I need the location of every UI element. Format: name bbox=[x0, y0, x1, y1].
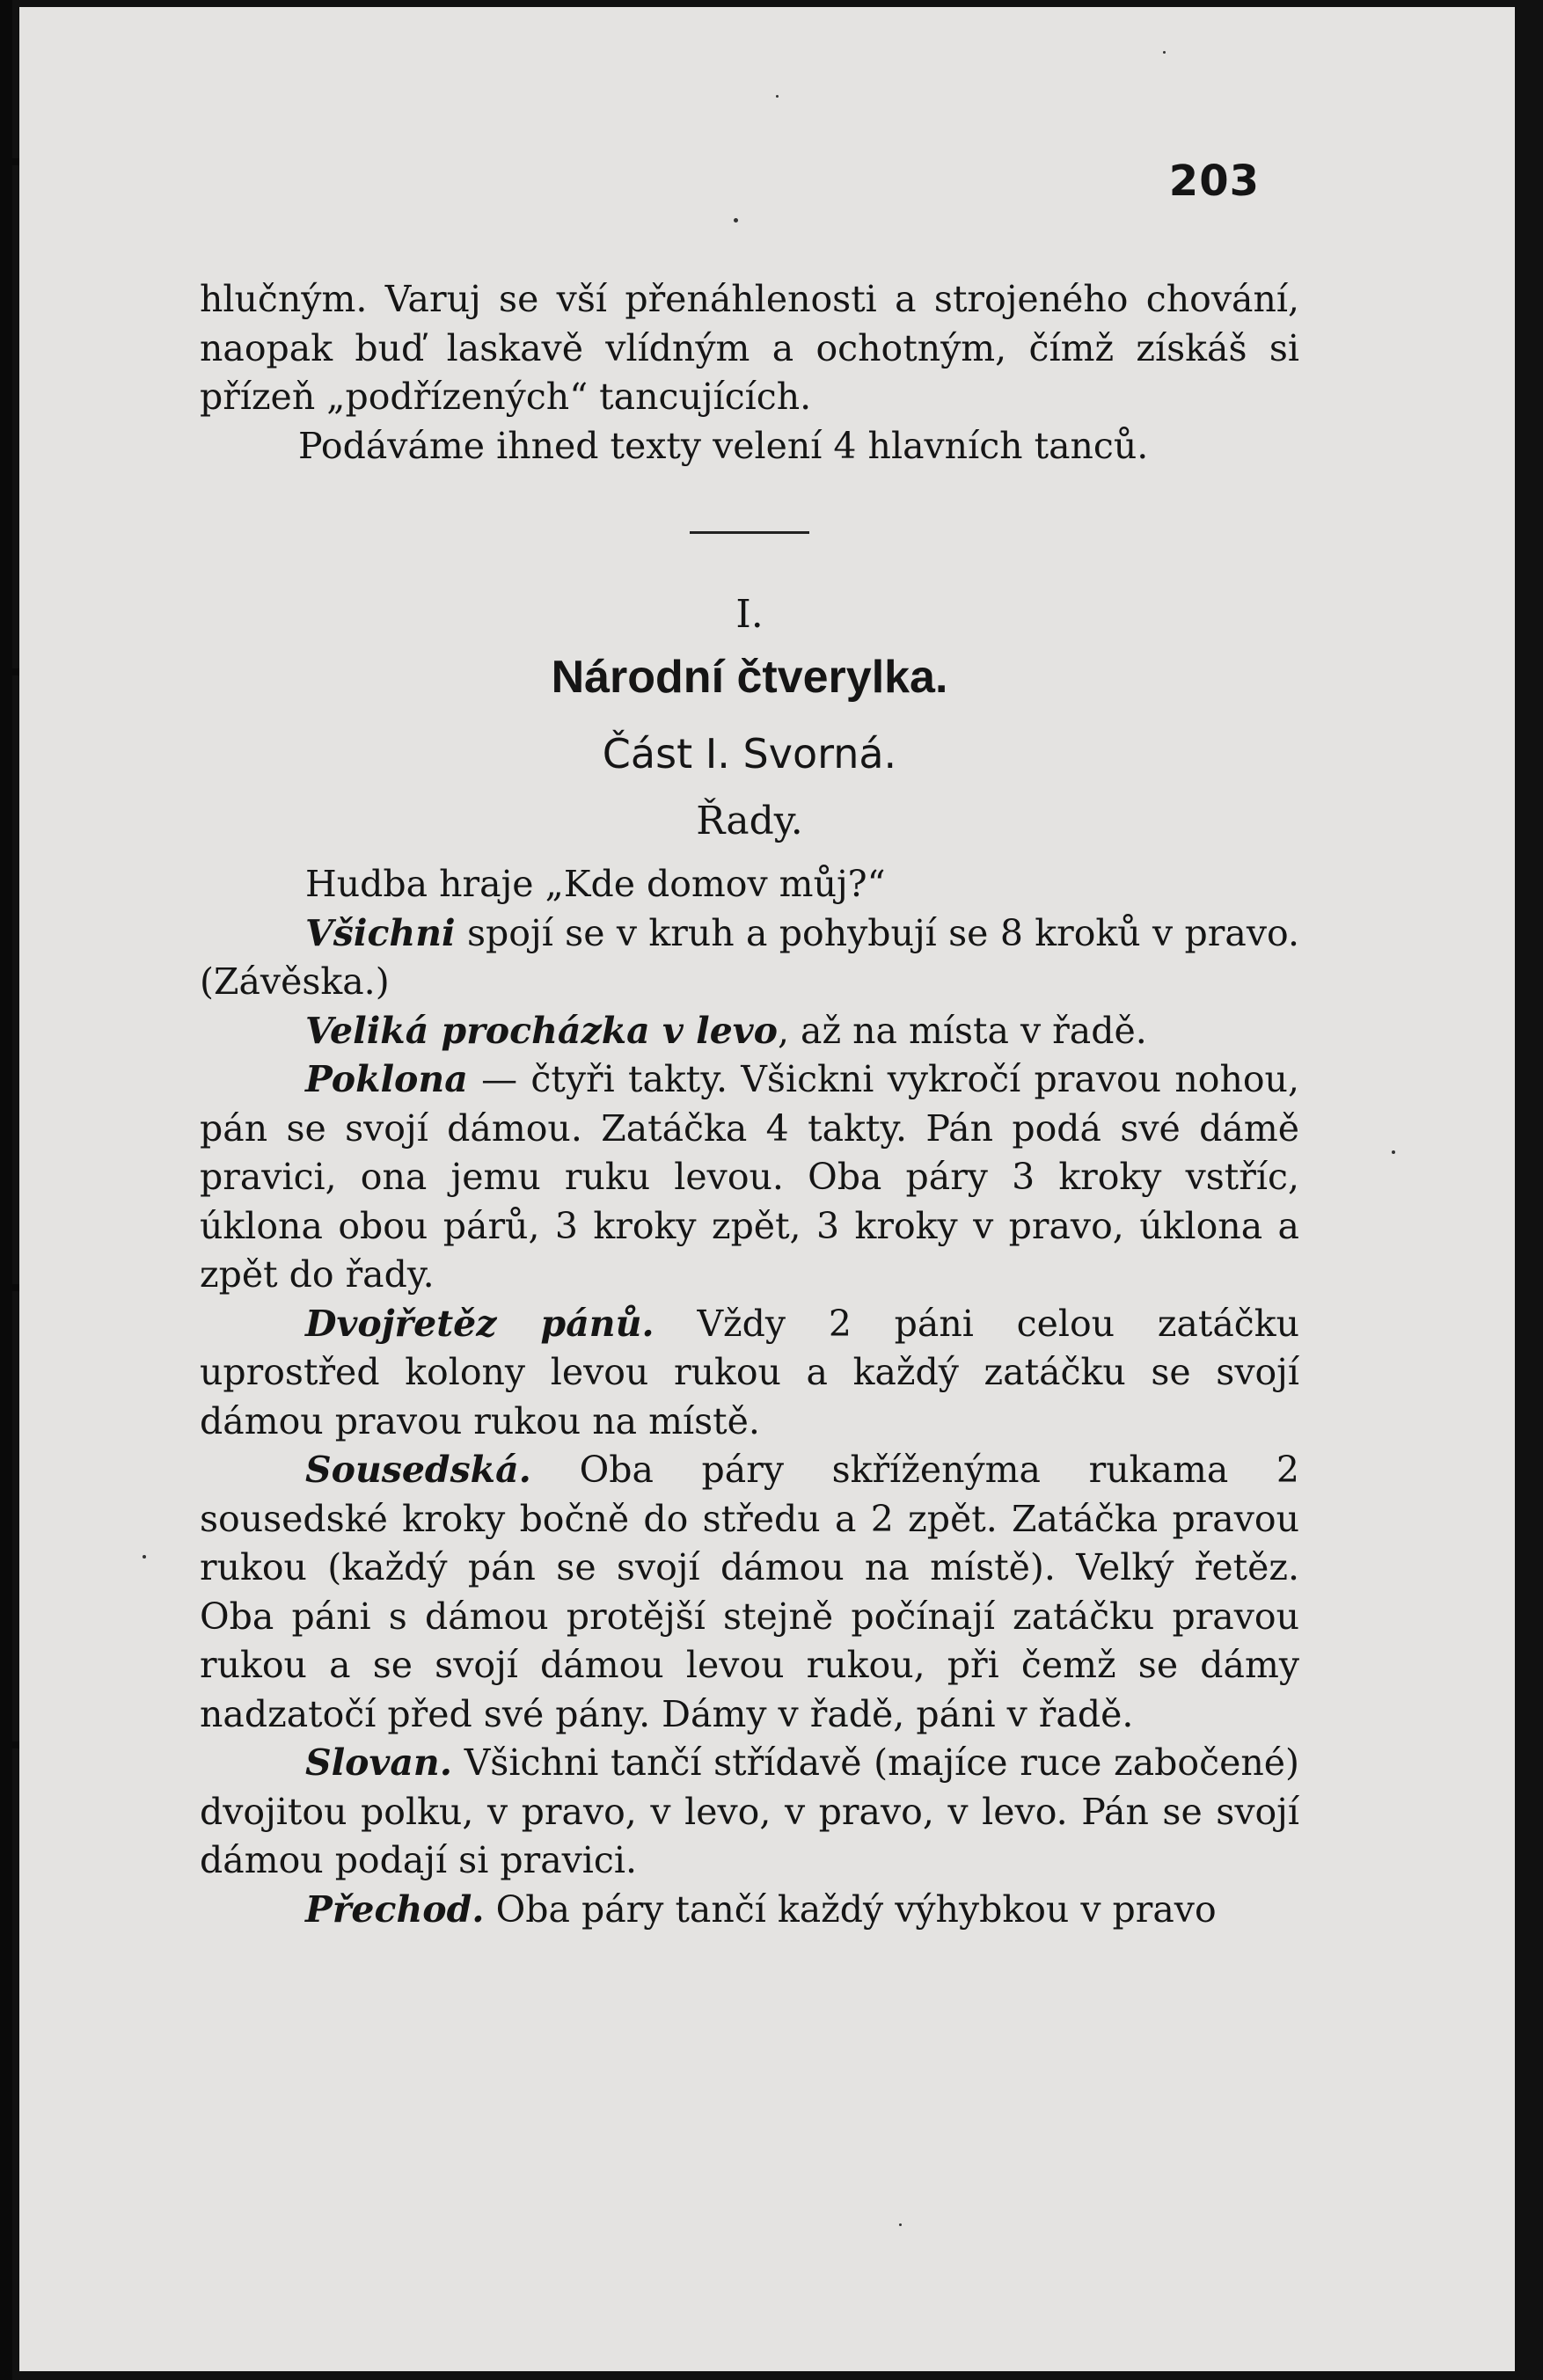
instruction-text: spojí se v kruh a pohybují se 8 kroků v pravo. (Závěska.) bbox=[200, 911, 1299, 1003]
intro-paragraph: Podáváme ihned texty velení 4 hlavních tanců. bbox=[298, 424, 1149, 467]
binding-edge bbox=[0, 0, 12, 2380]
instruction-paragraph bbox=[200, 1446, 1299, 1739]
figure-term: Přechod. bbox=[305, 1887, 485, 1931]
instruction-paragraph bbox=[200, 1300, 1299, 1447]
instruction-paragraph bbox=[200, 1055, 1299, 1300]
instruction-text: Hudba hraje „Kde domov můj?“ bbox=[305, 863, 886, 905]
instruction-paragraph bbox=[200, 1886, 1299, 1935]
figure-term: Slovan. bbox=[305, 1741, 453, 1784]
instruction-paragraph bbox=[200, 1739, 1299, 1886]
intro-text bbox=[200, 275, 1299, 471]
book-page bbox=[19, 7, 1515, 2371]
figure-term: Veliká procházka v levo bbox=[305, 1009, 778, 1052]
intro-paragraph: hlučným. Varuj se vší přenáhlenosti a strojeného chování, naopak buď laskavě vlídným a ochotným, čímž získáš si přízeň „podřízených“ tancujících. bbox=[200, 278, 1299, 418]
instruction-paragraph bbox=[200, 1007, 1299, 1056]
section-number: I. bbox=[735, 592, 764, 637]
instruction-text: Všichni tančí střídavě (majíce ruce zabočené) dvojitou polku, v pravo, v levo, v pravo, v levo. Pán se svojí dámou podají si pravici. bbox=[200, 1741, 1299, 1881]
instruction-text: , až na místa v řadě. bbox=[777, 1009, 1147, 1052]
figure-term: Poklona bbox=[305, 1058, 468, 1100]
page-number: 203 bbox=[1168, 157, 1260, 206]
dance-title: Národní čtverylka. bbox=[551, 652, 948, 703]
figure-term: Dvojřetěz pánů. bbox=[305, 1302, 654, 1345]
dance-instructions bbox=[200, 860, 1299, 1934]
part-title: Část I. Svorná. bbox=[602, 730, 897, 778]
instruction-text: Vždy 2 páni celou zatáčku uprostřed kolony levou rukou a každý zatáčku se svojí dámou pravou rukou na místě. bbox=[200, 1302, 1300, 1442]
instruction-text: — čtyři takty. Všickni vykročí pravou nohou, pán se svojí dámou. Zatáčka 4 takty. Pán podá své dámě pravici, ona jemu ruku levou. Oba páry 3 kroky vstříc, úklona obou párů, 3 kroky zpět, 3 kroky v pravo, úklona a zpět do řady. bbox=[200, 1058, 1299, 1296]
figure-term: Všichni bbox=[305, 911, 456, 954]
instruction-paragraph bbox=[200, 909, 1299, 1007]
figure-term: Sousedská. bbox=[305, 1449, 531, 1491]
instruction-paragraph bbox=[200, 860, 1299, 909]
rows-title: Řady. bbox=[696, 799, 803, 843]
instruction-text: Oba páry skříženýma rukama 2 sousedské kroky bočně do středu a 2 zpět. Zatáčka pravou rukou (každý pán se svojí dámou na místě). Velký řetěz. Oba páni s dámou protější stejně počínají zatáčku pravou rukou a se svojí dámou levou rukou, při čemž se dámy nadzatočí před své pány. Dámy v řadě, páni v řadě. bbox=[200, 1449, 1299, 1735]
section-divider bbox=[690, 531, 809, 534]
instruction-text: Oba páry tančí každý výhybkou v pravo bbox=[484, 1887, 1217, 1931]
